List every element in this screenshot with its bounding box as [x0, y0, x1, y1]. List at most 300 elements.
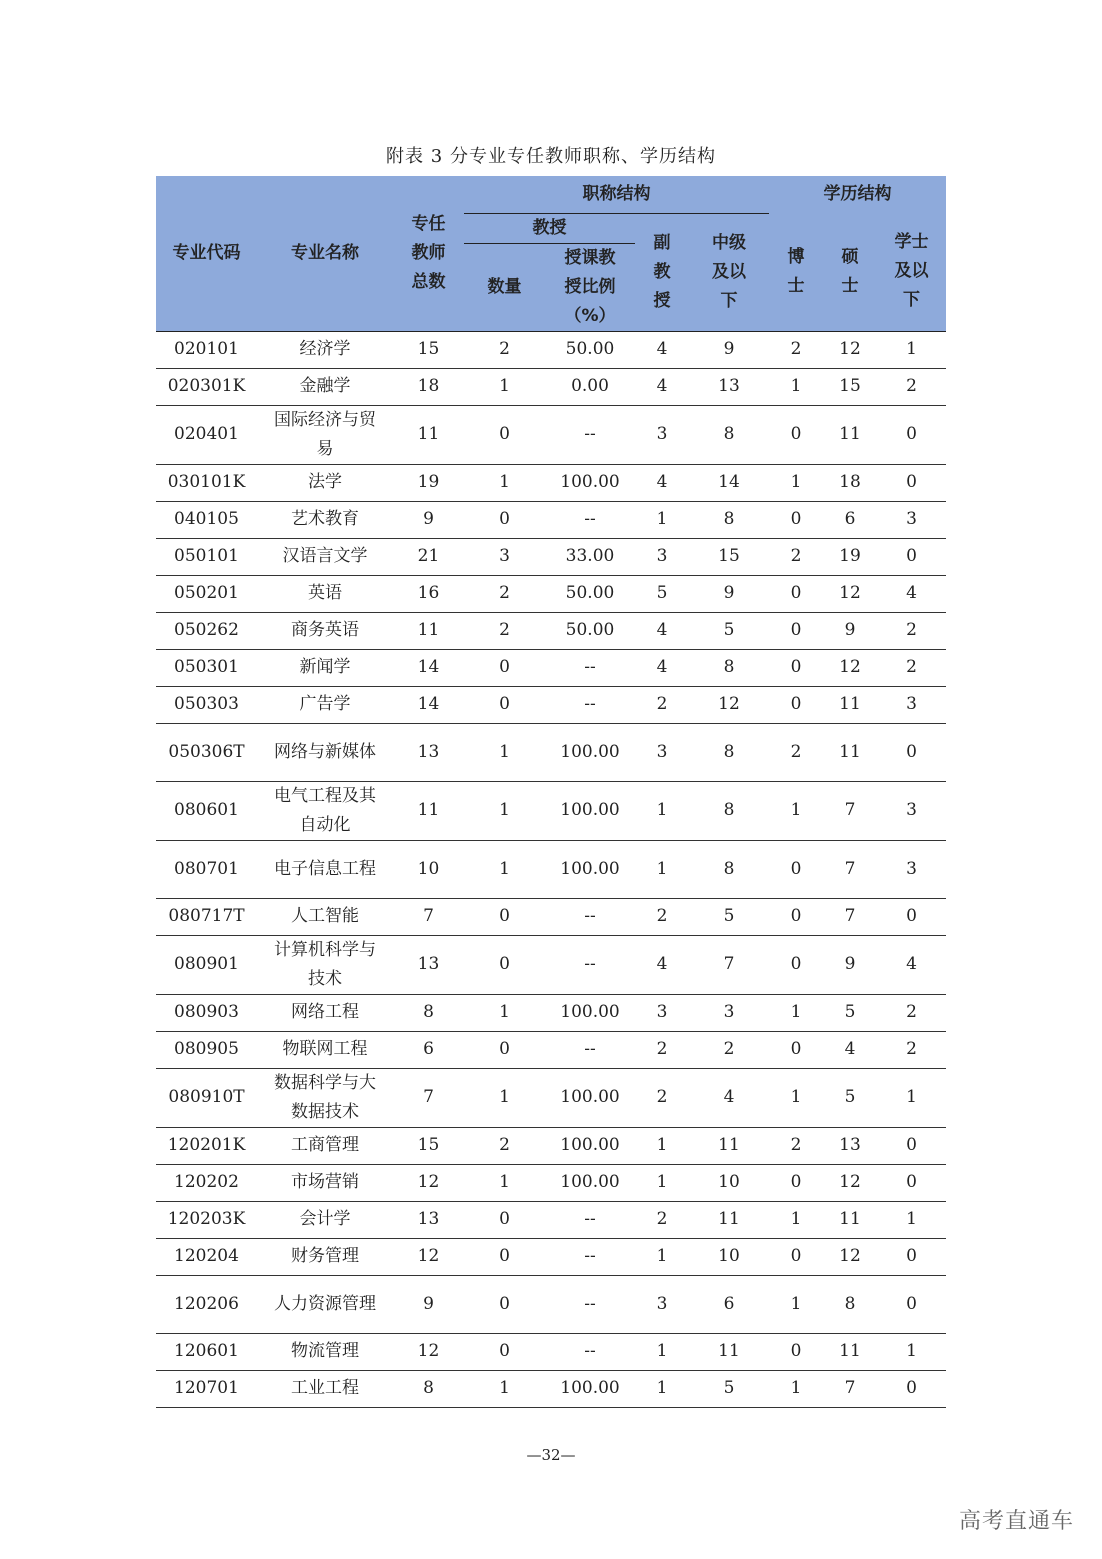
cell-code: 020401 — [156, 405, 257, 464]
page-number: —32— — [526, 1446, 576, 1464]
cell-name: 法学 — [257, 464, 393, 501]
cell-associate: 3 — [635, 723, 689, 781]
cell-associate: 2 — [635, 898, 689, 935]
table-row — [156, 1370, 946, 1407]
cell-bachelor: 0 — [877, 1238, 946, 1275]
header-bachelor — [877, 213, 946, 331]
cell-bachelor: 2 — [877, 1031, 946, 1068]
cell-prof-count: 0 — [464, 1201, 545, 1238]
cell-intermediate: 13 — [689, 368, 769, 405]
cell-bachelor: 3 — [877, 840, 946, 898]
cell-phd: 0 — [769, 649, 823, 686]
cell-bachelor: 0 — [877, 1275, 946, 1333]
cell-total: 19 — [393, 464, 464, 501]
cell-master: 5 — [823, 1068, 877, 1127]
cell-prof-count: 3 — [464, 538, 545, 575]
cell-prof-ratio: 50.00 — [545, 331, 635, 368]
cell-master: 11 — [823, 1201, 877, 1238]
header-intermediate — [689, 213, 769, 331]
cell-prof-count: 1 — [464, 840, 545, 898]
cell-code: 030101K — [156, 464, 257, 501]
watermark-text: 高考直通车 — [958, 1509, 1074, 1534]
cell-bachelor: 2 — [877, 368, 946, 405]
cell-intermediate: 6 — [689, 1275, 769, 1333]
cell-bachelor: 2 — [877, 994, 946, 1031]
header-professor: 教授 — [464, 213, 635, 243]
header-title-group: 职称结构 — [464, 176, 769, 213]
cell-associate: 1 — [635, 781, 689, 840]
cell-phd: 2 — [769, 1127, 823, 1164]
cell-total: 11 — [393, 405, 464, 464]
cell-phd: 1 — [769, 1068, 823, 1127]
table-row — [156, 1127, 946, 1164]
cell-associate: 1 — [635, 1370, 689, 1407]
table-caption: 附表 3 分专业专任教师职称、学历结构 — [386, 146, 716, 167]
cell-prof-ratio: 50.00 — [545, 575, 635, 612]
cell-code: 040105 — [156, 501, 257, 538]
cell-bachelor: 0 — [877, 538, 946, 575]
cell-prof-ratio: 0.00 — [545, 368, 635, 405]
cell-bachelor: 0 — [877, 405, 946, 464]
cell-associate: 2 — [635, 1068, 689, 1127]
cell-master: 7 — [823, 1370, 877, 1407]
cell-code: 050301 — [156, 649, 257, 686]
cell-bachelor: 1 — [877, 1333, 946, 1370]
cell-associate: 4 — [635, 935, 689, 994]
cell-prof-count: 0 — [464, 1238, 545, 1275]
cell-prof-ratio: -- — [545, 1333, 635, 1370]
table-row — [156, 1238, 946, 1275]
table-row — [156, 612, 946, 649]
cell-intermediate: 3 — [689, 994, 769, 1031]
cell-prof-ratio: 100.00 — [545, 464, 635, 501]
cell-master: 15 — [823, 368, 877, 405]
cell-intermediate: 8 — [689, 405, 769, 464]
cell-prof-ratio: 100.00 — [545, 840, 635, 898]
cell-prof-ratio: 100.00 — [545, 723, 635, 781]
cell-total: 7 — [393, 1068, 464, 1127]
cell-name: 计算机科学与技术 — [257, 935, 393, 994]
cell-phd: 0 — [769, 501, 823, 538]
cell-name: 电子信息工程 — [257, 840, 393, 898]
cell-phd: 0 — [769, 840, 823, 898]
cell-associate: 3 — [635, 1275, 689, 1333]
cell-intermediate: 5 — [689, 612, 769, 649]
cell-prof-count: 0 — [464, 1333, 545, 1370]
cell-prof-ratio: -- — [545, 1031, 635, 1068]
cell-name: 人工智能 — [257, 898, 393, 935]
cell-intermediate: 11 — [689, 1333, 769, 1370]
cell-associate: 5 — [635, 575, 689, 612]
cell-bachelor: 1 — [877, 331, 946, 368]
cell-master: 18 — [823, 464, 877, 501]
table-row — [156, 464, 946, 501]
cell-intermediate: 11 — [689, 1201, 769, 1238]
cell-prof-ratio: 100.00 — [545, 1127, 635, 1164]
header-phd-text: 博士 — [787, 246, 805, 296]
cell-prof-count: 2 — [464, 575, 545, 612]
cell-name: 市场营销 — [257, 1164, 393, 1201]
cell-name: 国际经济与贸易 — [257, 405, 393, 464]
cell-prof-count: 0 — [464, 935, 545, 994]
header-master — [823, 213, 877, 331]
cell-total: 9 — [393, 1275, 464, 1333]
cell-associate: 4 — [635, 331, 689, 368]
header-phd — [769, 213, 823, 331]
cell-code: 120206 — [156, 1275, 257, 1333]
cell-code: 080903 — [156, 994, 257, 1031]
cell-prof-ratio: -- — [545, 501, 635, 538]
cell-bachelor: 1 — [877, 1201, 946, 1238]
cell-associate: 2 — [635, 1031, 689, 1068]
cell-intermediate: 10 — [689, 1164, 769, 1201]
cell-code: 050101 — [156, 538, 257, 575]
cell-code: 020301K — [156, 368, 257, 405]
cell-associate: 1 — [635, 1164, 689, 1201]
table-row — [156, 1068, 946, 1127]
cell-prof-ratio: -- — [545, 1201, 635, 1238]
cell-name: 新闻学 — [257, 649, 393, 686]
cell-bachelor: 1 — [877, 1068, 946, 1127]
cell-code: 120601 — [156, 1333, 257, 1370]
cell-code: 080717T — [156, 898, 257, 935]
cell-phd: 0 — [769, 1031, 823, 1068]
cell-associate: 3 — [635, 405, 689, 464]
cell-master: 12 — [823, 649, 877, 686]
cell-phd: 0 — [769, 686, 823, 723]
header-professor-ratio — [545, 243, 635, 331]
cell-bachelor: 0 — [877, 1370, 946, 1407]
cell-name: 英语 — [257, 575, 393, 612]
cell-total: 10 — [393, 840, 464, 898]
cell-associate: 3 — [635, 994, 689, 1031]
cell-total: 15 — [393, 1127, 464, 1164]
cell-prof-count: 2 — [464, 612, 545, 649]
cell-prof-ratio: 100.00 — [545, 781, 635, 840]
table-row — [156, 781, 946, 840]
cell-prof-count: 1 — [464, 368, 545, 405]
cell-intermediate: 5 — [689, 1370, 769, 1407]
cell-prof-count: 1 — [464, 781, 545, 840]
cell-code: 080701 — [156, 840, 257, 898]
cell-code: 120201K — [156, 1127, 257, 1164]
cell-master: 12 — [823, 1238, 877, 1275]
cell-phd: 0 — [769, 612, 823, 649]
cell-associate: 4 — [635, 649, 689, 686]
cell-phd: 1 — [769, 781, 823, 840]
cell-prof-ratio: -- — [545, 935, 635, 994]
cell-prof-count: 1 — [464, 723, 545, 781]
cell-prof-count: 1 — [464, 464, 545, 501]
cell-total: 14 — [393, 649, 464, 686]
cell-prof-ratio: -- — [545, 1275, 635, 1333]
cell-intermediate: 8 — [689, 840, 769, 898]
cell-prof-ratio: -- — [545, 1238, 635, 1275]
cell-master: 11 — [823, 723, 877, 781]
cell-code: 050262 — [156, 612, 257, 649]
cell-prof-count: 0 — [464, 405, 545, 464]
cell-master: 6 — [823, 501, 877, 538]
cell-intermediate: 11 — [689, 1127, 769, 1164]
cell-master: 19 — [823, 538, 877, 575]
cell-phd: 2 — [769, 723, 823, 781]
cell-bachelor: 0 — [877, 1127, 946, 1164]
header-ratio-text: 授课教授比例（%） — [564, 247, 616, 326]
header-degree-group: 学历结构 — [769, 176, 946, 213]
cell-master: 5 — [823, 994, 877, 1031]
cell-prof-count: 1 — [464, 1068, 545, 1127]
cell-code: 120701 — [156, 1370, 257, 1407]
cell-prof-count: 2 — [464, 1127, 545, 1164]
cell-bachelor: 3 — [877, 781, 946, 840]
cell-total: 7 — [393, 898, 464, 935]
cell-total: 12 — [393, 1333, 464, 1370]
cell-master: 7 — [823, 898, 877, 935]
header-total — [393, 176, 464, 331]
cell-prof-ratio: 100.00 — [545, 994, 635, 1031]
cell-associate: 4 — [635, 612, 689, 649]
cell-associate: 4 — [635, 368, 689, 405]
cell-master: 9 — [823, 935, 877, 994]
cell-bachelor: 3 — [877, 686, 946, 723]
cell-total: 8 — [393, 994, 464, 1031]
cell-prof-ratio: -- — [545, 649, 635, 686]
table-row — [156, 575, 946, 612]
table-row — [156, 1031, 946, 1068]
cell-associate: 1 — [635, 1333, 689, 1370]
cell-name: 金融学 — [257, 368, 393, 405]
cell-name: 物联网工程 — [257, 1031, 393, 1068]
cell-name: 汉语言文学 — [257, 538, 393, 575]
cell-master: 12 — [823, 575, 877, 612]
cell-phd: 1 — [769, 464, 823, 501]
cell-master: 7 — [823, 840, 877, 898]
cell-prof-count: 0 — [464, 501, 545, 538]
cell-phd: 0 — [769, 1238, 823, 1275]
cell-prof-ratio: 100.00 — [545, 1164, 635, 1201]
cell-bachelor: 2 — [877, 612, 946, 649]
cell-name: 经济学 — [257, 331, 393, 368]
header-associate — [635, 213, 689, 331]
table-row — [156, 331, 946, 368]
cell-phd: 1 — [769, 1201, 823, 1238]
cell-associate: 1 — [635, 1127, 689, 1164]
cell-phd: 0 — [769, 405, 823, 464]
header-bachelor-text: 学士及以下 — [894, 232, 929, 311]
cell-intermediate: 15 — [689, 538, 769, 575]
cell-total: 21 — [393, 538, 464, 575]
cell-prof-count: 1 — [464, 1164, 545, 1201]
cell-code: 120202 — [156, 1164, 257, 1201]
cell-intermediate: 9 — [689, 331, 769, 368]
table-row — [156, 1275, 946, 1333]
cell-intermediate: 7 — [689, 935, 769, 994]
cell-phd: 0 — [769, 575, 823, 612]
cell-name: 电气工程及其自动化 — [257, 781, 393, 840]
header-associate-text: 副教授 — [653, 232, 671, 311]
cell-phd: 1 — [769, 994, 823, 1031]
cell-name: 工商管理 — [257, 1127, 393, 1164]
cell-intermediate: 8 — [689, 781, 769, 840]
table-row — [156, 368, 946, 405]
cell-phd: 1 — [769, 368, 823, 405]
cell-code: 080910T — [156, 1068, 257, 1127]
table-row — [156, 686, 946, 723]
cell-intermediate: 8 — [689, 501, 769, 538]
cell-total: 18 — [393, 368, 464, 405]
cell-prof-ratio: -- — [545, 898, 635, 935]
cell-master: 11 — [823, 405, 877, 464]
cell-total: 12 — [393, 1238, 464, 1275]
cell-associate: 4 — [635, 464, 689, 501]
cell-prof-ratio: 50.00 — [545, 612, 635, 649]
cell-code: 120203K — [156, 1201, 257, 1238]
cell-intermediate: 10 — [689, 1238, 769, 1275]
cell-bachelor: 4 — [877, 935, 946, 994]
cell-code: 050201 — [156, 575, 257, 612]
cell-name: 数据科学与大数据技术 — [257, 1068, 393, 1127]
cell-bachelor: 0 — [877, 898, 946, 935]
cell-prof-count: 2 — [464, 331, 545, 368]
cell-intermediate: 5 — [689, 898, 769, 935]
cell-intermediate: 4 — [689, 1068, 769, 1127]
cell-intermediate: 8 — [689, 649, 769, 686]
cell-prof-ratio: -- — [545, 405, 635, 464]
cell-total: 9 — [393, 501, 464, 538]
cell-prof-count: 0 — [464, 1275, 545, 1333]
cell-master: 11 — [823, 1333, 877, 1370]
table-row — [156, 935, 946, 994]
cell-intermediate: 14 — [689, 464, 769, 501]
cell-total: 13 — [393, 935, 464, 994]
header-total-text: 专任教师总数 — [411, 213, 446, 292]
cell-phd: 2 — [769, 331, 823, 368]
cell-total: 14 — [393, 686, 464, 723]
cell-total: 13 — [393, 1201, 464, 1238]
cell-total: 6 — [393, 1031, 464, 1068]
cell-phd: 1 — [769, 1275, 823, 1333]
table-row — [156, 1164, 946, 1201]
cell-intermediate: 9 — [689, 575, 769, 612]
cell-bachelor: 0 — [877, 723, 946, 781]
cell-total: 11 — [393, 612, 464, 649]
cell-master: 7 — [823, 781, 877, 840]
cell-name: 网络工程 — [257, 994, 393, 1031]
cell-master: 4 — [823, 1031, 877, 1068]
cell-code: 020101 — [156, 331, 257, 368]
header-master-text: 硕士 — [841, 246, 859, 296]
cell-name: 人力资源管理 — [257, 1275, 393, 1333]
cell-prof-ratio: 100.00 — [545, 1068, 635, 1127]
cell-bachelor: 0 — [877, 464, 946, 501]
cell-phd: 1 — [769, 1370, 823, 1407]
header-professor-count: 数量 — [464, 243, 545, 331]
cell-total: 15 — [393, 331, 464, 368]
cell-name: 会计学 — [257, 1201, 393, 1238]
cell-prof-count: 0 — [464, 649, 545, 686]
cell-prof-count: 1 — [464, 1370, 545, 1407]
cell-intermediate: 12 — [689, 686, 769, 723]
cell-prof-ratio: 100.00 — [545, 1370, 635, 1407]
cell-bachelor: 3 — [877, 501, 946, 538]
table-row — [156, 1201, 946, 1238]
cell-code: 080905 — [156, 1031, 257, 1068]
cell-total: 16 — [393, 575, 464, 612]
cell-name: 财务管理 — [257, 1238, 393, 1275]
cell-associate: 1 — [635, 840, 689, 898]
table-row — [156, 649, 946, 686]
cell-total: 13 — [393, 723, 464, 781]
cell-code: 050306T — [156, 723, 257, 781]
cell-prof-count: 0 — [464, 898, 545, 935]
cell-associate: 1 — [635, 501, 689, 538]
cell-prof-ratio: -- — [545, 686, 635, 723]
cell-intermediate: 2 — [689, 1031, 769, 1068]
cell-master: 11 — [823, 686, 877, 723]
header-code: 专业代码 — [156, 176, 257, 331]
cell-code: 120204 — [156, 1238, 257, 1275]
cell-master: 9 — [823, 612, 877, 649]
table-body — [156, 331, 946, 1407]
cell-bachelor: 0 — [877, 1164, 946, 1201]
cell-total: 11 — [393, 781, 464, 840]
cell-prof-count: 0 — [464, 1031, 545, 1068]
cell-phd: 0 — [769, 898, 823, 935]
table-row — [156, 405, 946, 464]
cell-prof-ratio: 33.00 — [545, 538, 635, 575]
header-intermediate-text: 中级及以下 — [711, 232, 746, 311]
cell-bachelor: 2 — [877, 649, 946, 686]
cell-associate: 2 — [635, 1201, 689, 1238]
table-row — [156, 538, 946, 575]
cell-master: 8 — [823, 1275, 877, 1333]
cell-bachelor: 4 — [877, 575, 946, 612]
cell-name: 广告学 — [257, 686, 393, 723]
cell-phd: 0 — [769, 1333, 823, 1370]
cell-associate: 1 — [635, 1238, 689, 1275]
cell-master: 12 — [823, 1164, 877, 1201]
cell-name: 工业工程 — [257, 1370, 393, 1407]
table-row — [156, 994, 946, 1031]
faculty-structure-table — [156, 176, 946, 1408]
cell-name: 商务英语 — [257, 612, 393, 649]
cell-prof-count: 0 — [464, 686, 545, 723]
cell-name: 物流管理 — [257, 1333, 393, 1370]
cell-total: 12 — [393, 1164, 464, 1201]
cell-associate: 3 — [635, 538, 689, 575]
cell-phd: 0 — [769, 935, 823, 994]
cell-master: 13 — [823, 1127, 877, 1164]
cell-total: 8 — [393, 1370, 464, 1407]
table-row — [156, 898, 946, 935]
cell-associate: 2 — [635, 686, 689, 723]
cell-phd: 2 — [769, 538, 823, 575]
cell-code: 080601 — [156, 781, 257, 840]
cell-phd: 0 — [769, 1164, 823, 1201]
cell-name: 艺术教育 — [257, 501, 393, 538]
cell-prof-count: 1 — [464, 994, 545, 1031]
cell-name: 网络与新媒体 — [257, 723, 393, 781]
table-row — [156, 501, 946, 538]
cell-intermediate: 8 — [689, 723, 769, 781]
table-row — [156, 723, 946, 781]
cell-master: 12 — [823, 331, 877, 368]
cell-code: 080901 — [156, 935, 257, 994]
cell-code: 050303 — [156, 686, 257, 723]
table-row — [156, 1333, 946, 1370]
header-name: 专业名称 — [257, 176, 393, 331]
table-row — [156, 840, 946, 898]
